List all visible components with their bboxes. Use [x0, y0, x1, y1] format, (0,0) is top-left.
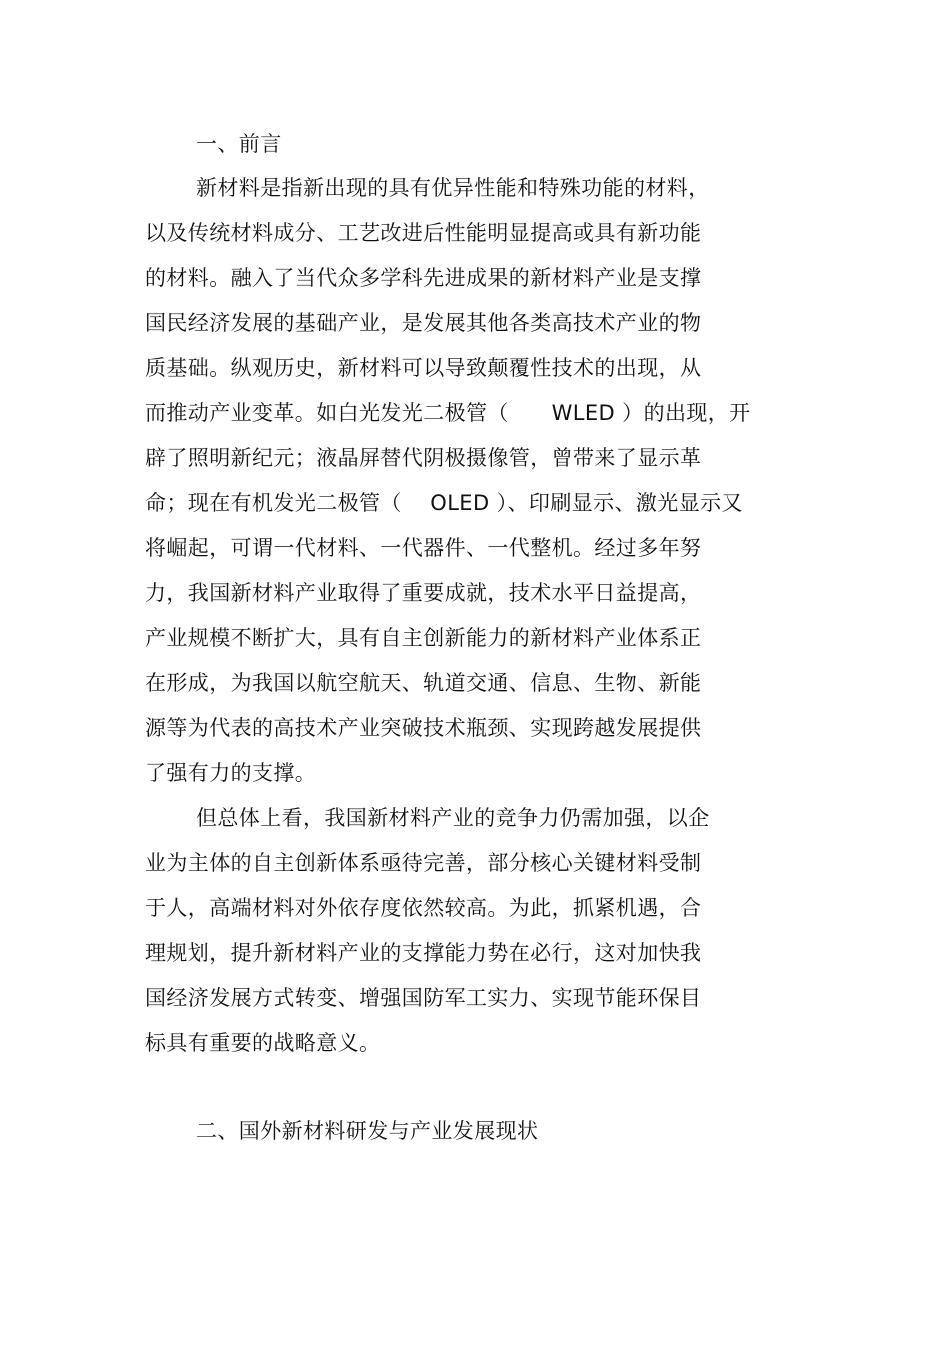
paragraph-line: 产业规模不断扩大，具有自主创新能力的新材料产业体系正 — [145, 626, 702, 650]
paragraph-line: 命；现在有机发光二极管（ OLED ）、印刷显示、激光显示又 — [145, 491, 743, 515]
paragraph-line: 源等为代表的高技术产业突破技术瓶颈、实现跨越发展提供 — [145, 716, 702, 740]
paragraph-line: 质基础。纵观历史，新材料可以导致颠覆性技术的出现，从 — [145, 356, 702, 380]
paragraph-line: 新材料是指新出现的具有优异性能和特殊功能的材料， — [196, 176, 710, 200]
paragraph-line: 的材料。融入了当代众多学科先进成果的新材料产业是支撑 — [145, 266, 702, 290]
section-heading-preface: 一、前言 — [196, 132, 282, 156]
section-heading-overseas: 二、国外新材料研发与产业发展现状 — [196, 1119, 539, 1143]
paragraph-line: 以及传统材料成分、工艺改进后性能明显提高或具有新功能 — [145, 221, 702, 245]
paragraph-line: 国民经济发展的基础产业，是发展其他各类高技术产业的物 — [145, 311, 702, 335]
paragraph-line: 力，我国新材料产业取得了重要成就，技术水平日益提高， — [145, 581, 702, 605]
paragraph-line: 业为主体的自主创新体系亟待完善，部分核心关键材料受制 — [145, 851, 702, 875]
paragraph-line: 但总体上看，我国新材料产业的竞争力仍需加强，以企 — [196, 806, 710, 830]
paragraph-line: 在形成，为我国以航空航天、轨道交通、信息、生物、新能 — [145, 671, 702, 695]
paragraph-line: 而推动产业变革。如白光发光二极管（ WLED ）的出现，开 — [145, 401, 751, 425]
paragraph-line: 辟了照明新纪元；液晶屏替代阴极摄像管，曾带来了显示革 — [145, 446, 702, 470]
paragraph-line: 国经济发展方式转变、增强国防军工实力、实现节能环保目 — [145, 986, 702, 1010]
paragraph-line: 了强有力的支撑。 — [145, 761, 317, 785]
paragraph-line: 于人，高端材料对外依存度依然较高。为此，抓紧机遇，合 — [145, 896, 702, 920]
paragraph-line: 将崛起，可谓一代材料、一代器件、一代整机。经过多年努 — [145, 536, 702, 560]
paragraph-line: 理规划，提升新材料产业的支撑能力势在必行，这对加快我 — [145, 941, 702, 965]
paragraph-line: 标具有重要的战略意义。 — [145, 1031, 381, 1055]
